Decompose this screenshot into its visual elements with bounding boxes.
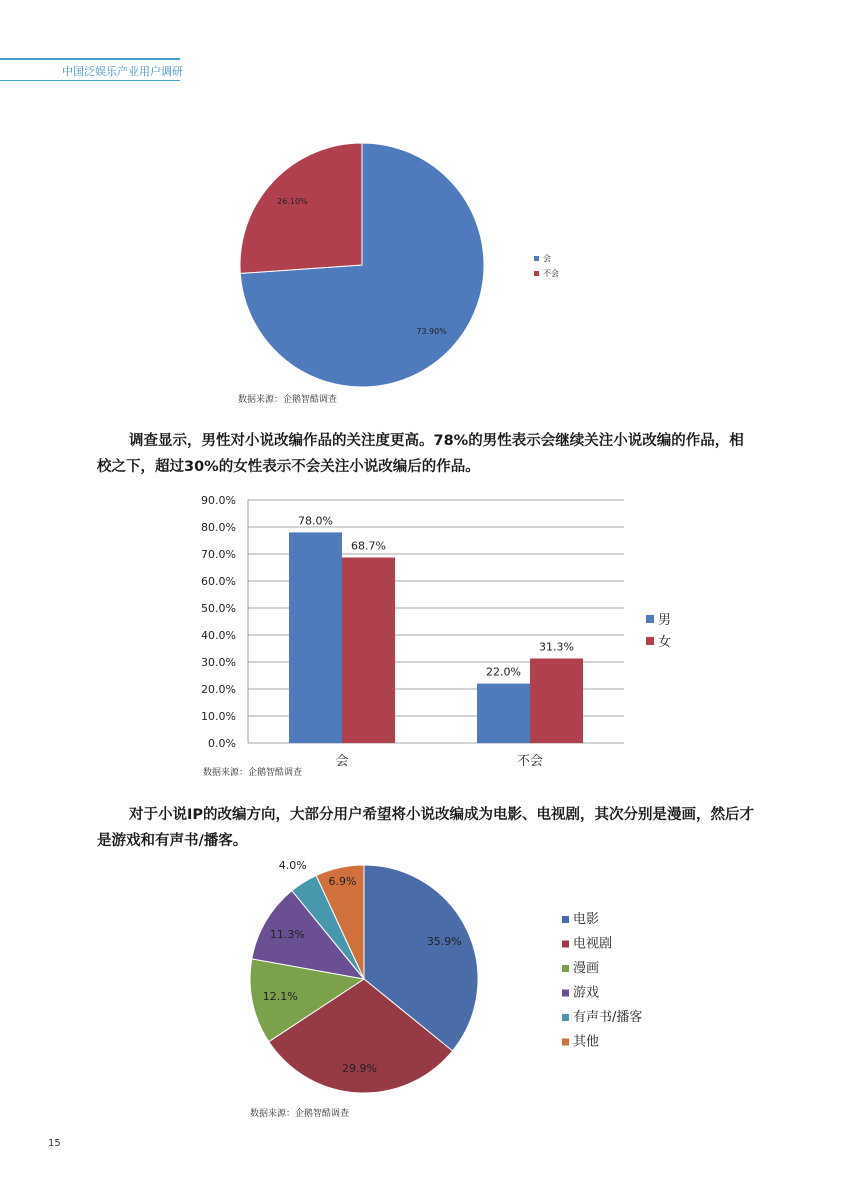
legend-label-2: 漫画 bbox=[573, 961, 600, 976]
legend-swatch-1 bbox=[562, 941, 569, 948]
bar-chart bbox=[0, 490, 850, 770]
y-tick-label-7: 70.0% bbox=[201, 548, 236, 561]
bar-0-1 bbox=[342, 558, 395, 743]
legend-swatch-3 bbox=[562, 990, 569, 997]
y-tick-label-4: 40.0% bbox=[201, 629, 236, 642]
legend-label-0: 电影 bbox=[573, 912, 600, 927]
legend-swatch-1 bbox=[646, 637, 654, 645]
bar-data-label-1-0: 22.0% bbox=[486, 665, 521, 679]
y-tick-label-1: 10.0% bbox=[201, 710, 236, 723]
y-tick-label-8: 80.0% bbox=[201, 521, 236, 534]
source-label-1: 数据来源：企鹅智酷调查 bbox=[238, 395, 338, 405]
legend-label-1: 电视剧 bbox=[573, 936, 613, 952]
y-tick-label-0: 0.0% bbox=[208, 737, 236, 750]
pie-chart-2 bbox=[0, 858, 850, 1103]
bar-0-0 bbox=[289, 532, 342, 743]
pie-data-label-1: 26.10% bbox=[277, 197, 308, 207]
bar-1-1 bbox=[530, 658, 583, 743]
legend-label-3: 游戏 bbox=[573, 985, 600, 1001]
pie-data-label-0: 35.9% bbox=[426, 934, 462, 948]
legend-label-0: 男 bbox=[658, 613, 672, 628]
source-label-3: 数据来源：企鹅智酷调查 bbox=[250, 1109, 350, 1119]
legend-swatch-0 bbox=[646, 615, 654, 623]
legend-swatch-0 bbox=[562, 916, 569, 923]
pie-chart-1 bbox=[0, 138, 850, 398]
legend-swatch-2 bbox=[562, 965, 569, 972]
bar-data-label-1-1: 31.3% bbox=[539, 640, 574, 654]
y-tick-label-3: 30.0% bbox=[201, 656, 236, 669]
pie-data-label-4: 4.0% bbox=[278, 858, 307, 872]
bar-1-0 bbox=[477, 684, 530, 743]
pie-data-label-1: 29.9% bbox=[342, 1061, 378, 1075]
y-tick-label-9: 90.0% bbox=[201, 494, 236, 507]
legend-swatch-4 bbox=[562, 1014, 569, 1021]
paragraph-1 bbox=[97, 428, 757, 480]
legend-label-1: 不会 bbox=[543, 269, 559, 278]
header-title: 中国泛娱乐产业用户调研 bbox=[62, 65, 183, 78]
legend-label-0: 会 bbox=[543, 254, 551, 263]
y-tick-label-2: 20.0% bbox=[201, 683, 236, 696]
legend-label-5: 其他 bbox=[573, 1034, 600, 1050]
legend-swatch-5 bbox=[562, 1039, 569, 1046]
source-label-2: 数据来源：企鹅智酷调查 bbox=[203, 768, 303, 778]
paragraph-2 bbox=[97, 802, 757, 854]
legend-swatch-0 bbox=[534, 256, 539, 261]
x-tick-label-1: 不会 bbox=[516, 754, 544, 769]
legend-label-1: 女 bbox=[658, 635, 672, 650]
header-rule-top bbox=[0, 58, 180, 60]
pie-slice-1 bbox=[240, 143, 362, 273]
header-rule-bottom bbox=[0, 80, 180, 81]
bar-data-label-0-0: 78.0% bbox=[298, 514, 333, 528]
x-tick-label-0: 会 bbox=[335, 754, 349, 769]
paragraph-2-text: 对于小说IP的改编方向，大部分用户希望将小说改编成为电影、电视剧，其次分别是漫画，然后才是游戏和有声书/播客。 bbox=[97, 807, 755, 849]
pie-data-label-0: 73.90% bbox=[416, 326, 447, 336]
pie-data-label-3: 11.3% bbox=[269, 927, 305, 941]
legend-label-4: 有声书/播客 bbox=[573, 1010, 643, 1025]
y-tick-label-5: 50.0% bbox=[201, 602, 236, 615]
pie-data-label-5: 6.9% bbox=[328, 875, 357, 889]
y-tick-label-6: 60.0% bbox=[201, 575, 236, 588]
page-number: 15 bbox=[48, 1138, 61, 1149]
paragraph-1-text: 调查显示，男性对小说改编作品的关注度更高。78%的男性表示会继续关注小说改编的作品，相校之下，超过30%的女性表示不会关注小说改编后的作品。 bbox=[97, 433, 744, 475]
bar-data-label-0-1: 68.7% bbox=[351, 539, 386, 553]
legend-swatch-1 bbox=[534, 271, 539, 276]
pie-data-label-2: 12.1% bbox=[262, 990, 298, 1004]
